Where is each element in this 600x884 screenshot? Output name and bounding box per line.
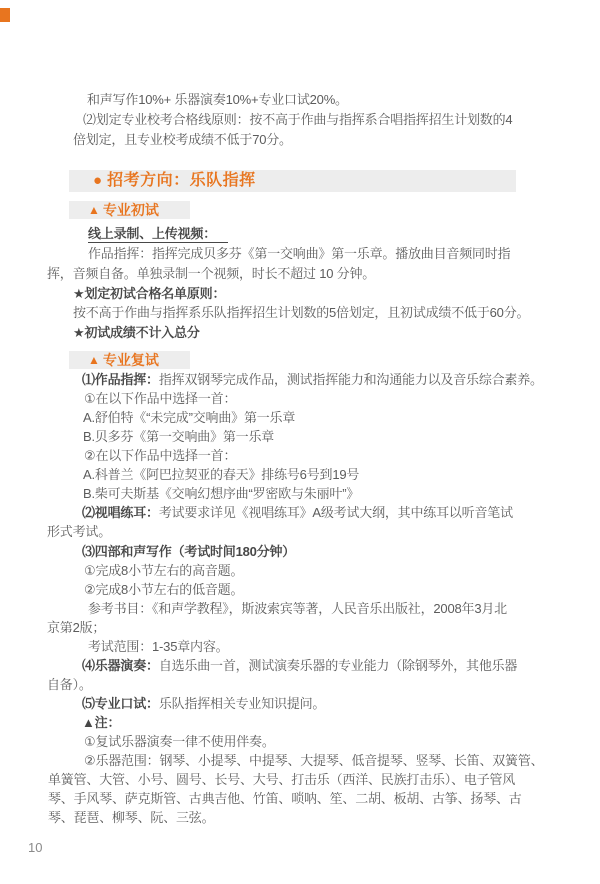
text-run: 挥，音频自备。单独录制一个视频，时长不超过 10 分钟。 [47, 266, 376, 281]
text-run: A.科普兰《阿巴拉契亚的春天》排练号6号到19号 [83, 467, 360, 482]
text-line [84, 448, 236, 463]
text-line [84, 582, 243, 597]
text-line [82, 372, 543, 387]
text-line [83, 486, 359, 501]
text-line [82, 505, 513, 520]
text-run: 参考书目：《和声学教程》，斯波索宾等著，人民音乐出版社，2008年3月北 [88, 601, 507, 616]
corner-tab-icon [0, 8, 10, 22]
text-run: ⑵划定专业校考合格线原则：按不高于作曲与指挥系合唱指挥招生计划数的4 [83, 112, 513, 127]
page-number: 10 [28, 840, 43, 855]
text-line [88, 246, 510, 261]
text-line [48, 810, 214, 825]
text-run: ①在以下作品中选择一首： [84, 391, 237, 406]
text-line [73, 286, 225, 301]
text-line [84, 753, 543, 768]
text-run: 自备）。 [47, 677, 92, 692]
text-line [47, 524, 111, 539]
text-run: B.贝多芬《第一交响曲》第一乐章 [83, 429, 275, 444]
text-line [84, 391, 236, 406]
text-run: ⑷乐器演奏： [82, 658, 159, 673]
subsection-label: 专业复试 [102, 352, 159, 368]
text-run: 京第2版； [47, 620, 106, 635]
text-line [73, 325, 200, 340]
bullet-icon: ● [93, 172, 103, 189]
text-run: B.柴可夫斯基《交响幻想序曲“罗密欧与朱丽叶”》 [83, 486, 360, 501]
text-line [73, 132, 292, 147]
text-run: 按不高于作曲与指挥系乐队指挥招生计划数的5倍划定，且初试成绩不低于60分。 [73, 305, 530, 320]
text-line [47, 620, 105, 635]
text-run: ▲注： [82, 715, 121, 730]
text-run: ①复试乐器演奏一律不使用伴奏。 [84, 734, 275, 749]
text-run: 考试要求详见《视唱练耳》A级考试大纲，其中练耳以听音笔试 [158, 505, 513, 520]
subsection-heading [69, 351, 190, 369]
text-line [88, 639, 228, 654]
text-run: 指挥双钢琴完成作品，测试指挥能力和沟通能力以及音乐综合素养。 [158, 372, 543, 387]
text-run: 琴、手风琴、萨克斯管、古典吉他、竹笛、唢呐、笙、二胡、板胡、古筝、扬琴、古 [48, 791, 522, 806]
text-run: ②乐器范围：钢琴、小提琴、中提琴、大提琴、低音提琴、竖琴、长笛、双簧管、 [84, 753, 544, 768]
text-run: 考试范围：1-35章内容。 [88, 639, 229, 654]
text-line [83, 467, 359, 482]
text-line [83, 429, 274, 444]
triangle-icon: ▲ [88, 203, 100, 217]
text-run: 琴、琵琶、柳琴、阮、三弦。 [48, 810, 215, 825]
text-run: ⑸专业口试： [82, 696, 159, 711]
text-run: ②完成8小节左右的低音题。 [84, 582, 244, 597]
text-run: ★初试成绩不计入总分 [73, 325, 200, 340]
text-run: 作品指挥：指挥完成贝多芬《第一交响曲》第一乐章。播放曲目音频同时指 [88, 246, 511, 261]
subsection-heading [69, 201, 190, 219]
text-line [48, 791, 522, 806]
text-line [48, 772, 515, 787]
text-run: 自选乐曲一首，测试演奏乐器的专业能力（除钢琴外，其他乐器 [158, 658, 518, 673]
text-run: 线上录制、上传视频： [88, 226, 228, 243]
text-line [87, 92, 348, 107]
text-line [88, 226, 228, 241]
text-run: 乐队指挥相关专业知识提问。 [158, 696, 326, 711]
text-run: ①完成8小节左右的高音题。 [84, 563, 244, 578]
text-run: ★划定初试合格名单原则： [73, 286, 226, 301]
text-line [88, 601, 507, 616]
text-run: 倍划定，且专业校考成绩不低于70分。 [73, 132, 292, 147]
text-line [73, 305, 529, 320]
text-line [82, 658, 517, 673]
text-run: 和声写作10%+ 乐器演奏10%+专业口试20%。 [87, 92, 348, 107]
banner-title: 招考方向：乐队指挥 [107, 172, 256, 189]
text-line [84, 563, 243, 578]
text-line [82, 544, 295, 559]
subsection-label: 专业初试 [102, 202, 159, 218]
text-run: A.舒伯特《“未完成”交响曲》第一乐章 [83, 410, 296, 425]
text-line [47, 677, 92, 692]
text-run: 形式考试。 [47, 524, 112, 539]
text-run: ⑶四部和声写作（考试时间180分钟） [82, 544, 296, 559]
admission-direction-banner [69, 170, 516, 192]
text-line [84, 734, 275, 749]
text-line [82, 696, 325, 711]
triangle-icon: ▲ [88, 353, 100, 367]
text-line [83, 410, 295, 425]
text-run: ⑵视唱练耳： [82, 505, 159, 520]
text-run: 单簧管、大管、小号、圆号、长号、大号、打击乐（西洋、民族打击乐）、电子管风 [48, 772, 516, 787]
text-run: ⑴作品指挥： [82, 372, 159, 387]
text-line [82, 715, 120, 730]
text-line [47, 266, 375, 281]
text-run: ②在以下作品中选择一首： [84, 448, 237, 463]
text-line [83, 112, 512, 127]
